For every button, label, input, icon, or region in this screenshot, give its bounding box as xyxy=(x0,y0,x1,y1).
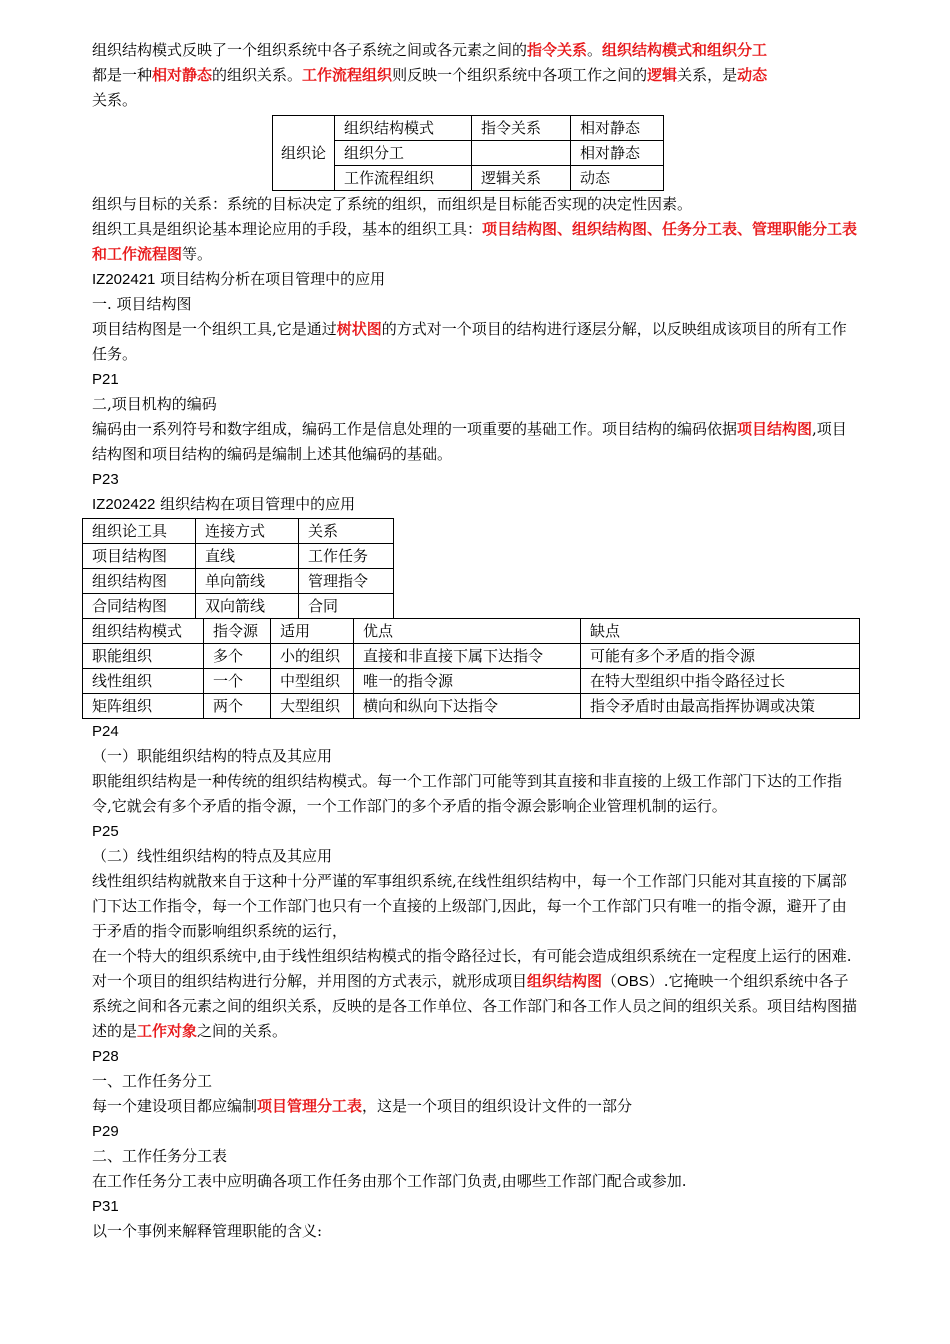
table-cell xyxy=(472,141,571,166)
page-ref: P29 xyxy=(92,1123,119,1140)
table-cell: 直接和非直接下属下达指令 xyxy=(354,644,581,669)
page-ref: P23 xyxy=(92,471,119,488)
page-ref: P28 xyxy=(92,1048,119,1065)
table-cell: 相对静态 xyxy=(571,141,664,166)
table-cell: 连接方式 xyxy=(196,519,299,544)
table-cell: 合同结构图 xyxy=(83,594,196,619)
paragraph-functional-org: 职能组织结构是一种传统的组织结构模式。每一个工作部门可能等到其直接和非直接的上级工作部门下达的工作指令,它就会有多个矛盾的指令源，一个工作部门的多个矛盾的指令源会影响企业管理机制的运行。 xyxy=(92,772,843,815)
org-theory-table xyxy=(272,115,664,191)
table-cell: 项目结构图 xyxy=(83,544,196,569)
highlight-text: 动态 xyxy=(737,66,768,84)
table-row xyxy=(83,594,394,619)
table-cell: 线性组织 xyxy=(83,669,204,694)
table-cell: 组织结构模式 xyxy=(335,116,472,141)
table-cell: 一个 xyxy=(204,669,271,694)
page-ref: P31 xyxy=(92,1198,119,1215)
table-row xyxy=(83,569,394,594)
highlight-text: 指令关系 xyxy=(527,41,588,59)
table-cell: 组织论 xyxy=(273,116,335,191)
org-tools-table xyxy=(82,518,394,619)
table-cell: 职能组织 xyxy=(83,644,204,669)
table-cell: 矩阵组织 xyxy=(83,694,204,719)
paragraph-management-function: 以一个事例来解释管理职能的含义: xyxy=(92,1222,323,1240)
highlight-text: 组织结构图 xyxy=(527,972,603,990)
paragraph-obs: 对一个项目的组织结构进行分解，并用图的方式表示，就形成项目组织结构图（OBS）.它掩映一个组织系统中各子系统之间和各元素之间的组织关系，反映的是各工作单位、各工作部门和各工作人员之间的组织关系。项目结构图描述的是工作对象之间的关系。 xyxy=(92,972,858,1040)
table-cell: 合同 xyxy=(299,594,394,619)
table-row xyxy=(83,544,394,569)
table-row xyxy=(83,619,860,644)
table-cell: 小的组织 xyxy=(271,644,354,669)
subsection-heading: 一. 项目结构图 xyxy=(92,295,192,313)
table-cell: 优点 xyxy=(354,619,581,644)
table-cell: 工作任务 xyxy=(299,544,394,569)
table-cell: 关系 xyxy=(299,519,394,544)
org-structure-modes-table xyxy=(82,618,860,719)
highlight-text: 工作流程组织 xyxy=(302,66,393,84)
section-heading: IZ202421 项目结构分析在项目管理中的应用 xyxy=(92,270,386,288)
table-row xyxy=(83,519,394,544)
table-cell: 管理指令 xyxy=(299,569,394,594)
table-cell: 指令源 xyxy=(204,619,271,644)
subsection-heading: 二,项目机构的编码 xyxy=(92,395,217,413)
table-cell: 两个 xyxy=(204,694,271,719)
highlight-text: 逻辑 xyxy=(647,66,678,84)
highlight-text: 工作对象 xyxy=(137,1022,198,1040)
table-cell: 双向箭线 xyxy=(196,594,299,619)
table-row xyxy=(83,669,860,694)
paragraph-linear-org-limit: 在一个特大的组织系统中,由于线性组织结构模式的指令路径过长，有可能会造成组织系统在一定程度上运行的困难. xyxy=(92,947,852,965)
table-cell: 动态 xyxy=(571,166,664,191)
table-cell: 相对静态 xyxy=(571,116,664,141)
table-cell: 指令矛盾时由最高指挥协调或决策 xyxy=(581,694,860,719)
table-cell: 中型组织 xyxy=(271,669,354,694)
table-cell: 大型组织 xyxy=(271,694,354,719)
table-cell: 适用 xyxy=(271,619,354,644)
paragraph-task-table: 在工作任务分工表中应明确各项工作任务由那个工作部门负责,由哪些工作部门配合或参加. xyxy=(92,1172,687,1190)
table-cell: 指令关系 xyxy=(472,116,571,141)
table-cell: 组织结构图 xyxy=(83,569,196,594)
paragraph-org-tools: 组织工具是组织论基本理论应用的手段，基本的组织工具：项目结构图、组织结构图、任务分工表、管理职能分工表和工作流程图等。 xyxy=(92,220,858,263)
paragraph-task-division: 每一个建设项目都应编制项目管理分工表，这是一个项目的组织设计文件的一部分 xyxy=(92,1097,633,1115)
paragraph-coding: 编码由一系列符号和数字组成，编码工作是信息处理的一项重要的基础工作。项目结构的编码依据项目结构图,项目结构图和项目结构的编码是编制上述其他编码的基础。 xyxy=(92,420,847,463)
paragraph-linear-org: 线性组织结构就散来自于这种十分严谨的军事组织系统,在线性组织结构中，每一个工作部门只能对其直接的下属部门下达工作指令，每一个工作部门也只有一个直接的上级部门,因此，每一个工作部门只有唯一的指令源，避开了由于矛盾的指令而影响组织系统的运行， xyxy=(92,872,847,940)
page-ref: P24 xyxy=(92,723,119,740)
table-cell: 组织结构模式 xyxy=(83,619,204,644)
table-cell: 横向和纵向下达指令 xyxy=(354,694,581,719)
paragraph-org-goal: 组织与目标的关系：系统的目标决定了系统的组织，而组织是目标能否实现的决定性因素。 xyxy=(92,195,693,213)
highlight-text: 组织结构模式和组织分工 xyxy=(602,41,768,59)
highlight-text: 相对静态 xyxy=(152,66,213,84)
subsection-heading: （一）职能组织结构的特点及其应用 xyxy=(92,747,333,765)
paragraph-project-structure: 项目结构图是一个组织工具,它是通过树状图的方式对一个项目的结构进行逐层分解，以反映组成该项目的所有工作任务。 xyxy=(92,320,847,363)
table-row xyxy=(83,644,860,669)
table-cell: 多个 xyxy=(204,644,271,669)
table-row xyxy=(273,116,664,141)
highlight-text: 项目管理分工表 xyxy=(257,1097,363,1115)
page-ref: P25 xyxy=(92,823,119,840)
table-cell: 在特大型组织中指令路径过长 xyxy=(581,669,860,694)
subsection-heading: 一、工作任务分工 xyxy=(92,1072,213,1090)
paragraph-org-structure-intro: 组织结构模式反映了一个组织系统中各子系统之间或各元素之间的指令关系。组织结构模式和组织分工 都是一种相对静态的组织关系。工作流程组织则反映一个组织系统中各项工作之间的逻辑关系，是动态 关系。 xyxy=(92,41,768,109)
subsection-heading: （二）线性组织结构的特点及其应用 xyxy=(92,847,333,865)
document-page xyxy=(92,38,860,1244)
page-ref: P21 xyxy=(92,371,119,388)
table-cell: 工作流程组织 xyxy=(335,166,472,191)
table-cell: 缺点 xyxy=(581,619,860,644)
table-cell: 直线 xyxy=(196,544,299,569)
section-heading: IZ202422 组织结构在项目管理中的应用 xyxy=(92,495,356,513)
highlight-text: 项目结构图、组织结构图、任务分工表、管理职能分工表和工作流程图 xyxy=(92,220,858,263)
table-row xyxy=(83,694,860,719)
table-cell: 可能有多个矛盾的指令源 xyxy=(581,644,860,669)
highlight-text: 项目结构图 xyxy=(737,420,813,438)
table-cell: 唯一的指令源 xyxy=(354,669,581,694)
subsection-heading: 二、工作任务分工表 xyxy=(92,1147,228,1165)
table-cell: 组织分工 xyxy=(335,141,472,166)
table-cell: 单向箭线 xyxy=(196,569,299,594)
table-cell: 组织论工具 xyxy=(83,519,196,544)
table-cell: 逻辑关系 xyxy=(472,166,571,191)
highlight-text: 树状图 xyxy=(336,320,382,338)
